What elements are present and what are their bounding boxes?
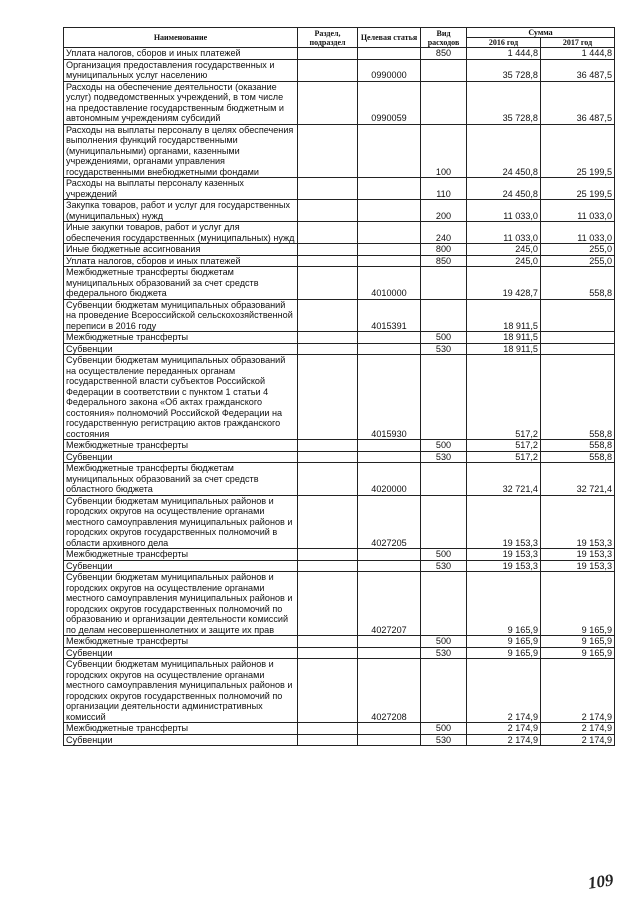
row-sum-2017: 255,0 [541,255,615,267]
row-sum-2017: 558,8 [541,451,615,463]
row-sum-2017: 32 721,4 [541,463,615,496]
row-sum-2016: 18 911,5 [467,332,541,344]
row-sum-2016: 9 165,9 [467,647,541,659]
row-sum-2016: 517,2 [467,451,541,463]
row-section [298,723,358,735]
header-sum: Сумма [467,28,615,38]
row-target [358,178,421,200]
row-sum-2016: 19 153,3 [467,560,541,572]
row-sum-2016: 517,2 [467,440,541,452]
row-kind: 110 [421,178,467,200]
row-sum-2016: 35 728,8 [467,59,541,81]
table-row [64,267,615,300]
row-sum-2016: 35 728,8 [467,81,541,124]
row-kind: 240 [421,222,467,244]
row-kind [421,572,467,636]
row-target [358,451,421,463]
row-name: Расходы на выплаты персоналу в целях обеспечения выполнения функций государственными (муниципальными) органами, казенными учреждениями, органами управления государственными внебюджетными фондами [64,124,298,178]
row-sum-2016: 18 911,5 [467,299,541,332]
table-header [64,28,615,48]
row-name: Межбюджетные трансферты [64,723,298,735]
row-section [298,178,358,200]
row-sum-2017 [541,343,615,355]
table-row [64,463,615,496]
row-target: 0990059 [358,81,421,124]
header-year-2016: 2016 год [467,38,541,48]
row-sum-2017: 11 033,0 [541,222,615,244]
header-name: Наименование [64,28,298,48]
row-section [298,48,358,60]
table-row [64,734,615,746]
row-target: 4015930 [358,355,421,440]
row-sum-2016: 18 911,5 [467,343,541,355]
table-row [64,200,615,222]
row-sum-2016: 19 153,3 [467,549,541,561]
row-sum-2016: 2 174,9 [467,659,541,723]
row-target: 4020000 [358,463,421,496]
table-row [64,549,615,561]
row-kind: 530 [421,734,467,746]
row-target: 4027208 [358,659,421,723]
row-section [298,549,358,561]
row-name: Субвенции бюджетам муниципальных образований на проведение Всероссийской сельскохозяйственной переписи в 2016 году [64,299,298,332]
row-section [298,451,358,463]
row-section [298,200,358,222]
row-kind [421,81,467,124]
table-row [64,560,615,572]
row-name: Расходы на выплаты персоналу казенных учреждений [64,178,298,200]
row-kind [421,299,467,332]
row-name: Межбюджетные трансферты бюджетам муниципальных образований за счет средств областного бюджета [64,463,298,496]
row-name: Организация предоставления государственных и муниципальных услуг населению [64,59,298,81]
row-name: Межбюджетные трансферты бюджетам муниципальных образований за счет средств федерального бюджета [64,267,298,300]
table-row [64,124,615,178]
table-row [64,572,615,636]
row-target [358,343,421,355]
row-name: Субвенции бюджетам муниципальных районов и городских округов на осуществление органами местного самоуправления муниципальных районов и городских округов государственных полномочий в области архивного дела [64,495,298,549]
row-kind: 850 [421,255,467,267]
row-kind: 530 [421,647,467,659]
table-row [64,495,615,549]
row-name: Субвенции бюджетам муниципальных образований на осуществление переданных органам государственной власти субъектов Российской Федерации в соответствии с пунктом 1 статьи 4 Федерального закона «Об актах гражданского состояния» полномочий Российской Федерации на государственную регистрацию актов гражданского состояния [64,355,298,440]
row-kind [421,659,467,723]
row-section [298,355,358,440]
row-name: Иные закупки товаров, работ и услуг для обеспечения государственных (муниципальных) нужд [64,222,298,244]
row-section [298,647,358,659]
row-target: 4027207 [358,572,421,636]
table-row [64,332,615,344]
table-row [64,451,615,463]
row-name: Субвенции [64,734,298,746]
row-target [358,48,421,60]
row-kind [421,355,467,440]
table-row [64,48,615,60]
row-name: Субвенции [64,560,298,572]
row-kind: 200 [421,200,467,222]
table-row [64,647,615,659]
row-kind: 530 [421,343,467,355]
row-sum-2016: 245,0 [467,244,541,256]
row-section [298,463,358,496]
row-target [358,647,421,659]
row-section [298,222,358,244]
row-target: 4015391 [358,299,421,332]
row-sum-2016: 245,0 [467,255,541,267]
row-kind: 500 [421,332,467,344]
row-target [358,124,421,178]
row-sum-2017: 9 165,9 [541,572,615,636]
row-sum-2017: 19 153,3 [541,560,615,572]
row-name: Межбюджетные трансферты [64,636,298,648]
row-target [358,560,421,572]
table-row [64,343,615,355]
row-kind: 800 [421,244,467,256]
row-section [298,343,358,355]
page-number: 109 [586,870,615,893]
row-name: Уплата налогов, сборов и иных платежей [64,48,298,60]
row-sum-2017: 2 174,9 [541,723,615,735]
row-sum-2017: 9 165,9 [541,647,615,659]
row-target [358,636,421,648]
row-section [298,659,358,723]
row-sum-2016: 24 450,8 [467,124,541,178]
row-sum-2017: 558,8 [541,267,615,300]
row-section [298,734,358,746]
row-section [298,332,358,344]
row-sum-2017: 558,8 [541,440,615,452]
row-sum-2016: 19 153,3 [467,495,541,549]
row-name: Уплата налогов, сборов и иных платежей [64,255,298,267]
row-section [298,267,358,300]
row-kind: 530 [421,560,467,572]
row-section [298,244,358,256]
table-row [64,255,615,267]
row-sum-2017: 255,0 [541,244,615,256]
row-sum-2017: 25 199,5 [541,178,615,200]
row-sum-2016: 24 450,8 [467,178,541,200]
row-section [298,440,358,452]
row-target [358,440,421,452]
row-target [358,332,421,344]
row-sum-2017: 2 174,9 [541,734,615,746]
row-kind [421,463,467,496]
row-sum-2017: 11 033,0 [541,200,615,222]
table-row [64,81,615,124]
row-sum-2016: 19 428,7 [467,267,541,300]
row-name: Субвенции [64,343,298,355]
row-section [298,560,358,572]
row-sum-2016: 2 174,9 [467,734,541,746]
row-sum-2017: 19 153,3 [541,495,615,549]
row-target [358,549,421,561]
table-row [64,723,615,735]
row-sum-2017: 36 487,5 [541,59,615,81]
row-sum-2017: 1 444,8 [541,48,615,60]
row-target [358,244,421,256]
table-row [64,659,615,723]
row-target: 4027205 [358,495,421,549]
table-row [64,299,615,332]
row-target [358,200,421,222]
row-kind: 500 [421,440,467,452]
row-kind: 530 [421,451,467,463]
budget-table [63,27,615,746]
row-section [298,255,358,267]
header-target: Целевая статья [358,28,421,48]
row-sum-2017 [541,332,615,344]
row-name: Закупка товаров, работ и услуг для государственных (муниципальных) нужд [64,200,298,222]
row-sum-2016: 11 033,0 [467,200,541,222]
row-kind [421,495,467,549]
row-sum-2017 [541,299,615,332]
row-target: 4010000 [358,267,421,300]
row-kind [421,59,467,81]
table-row [64,440,615,452]
table-row [64,178,615,200]
row-target [358,723,421,735]
row-kind: 500 [421,636,467,648]
row-sum-2017: 9 165,9 [541,636,615,648]
row-name: Расходы на обеспечение деятельности (оказание услуг) подведомственных учреждений, в том числе на предоставление государственным бюджетным и автономным учреждениям субсидий [64,81,298,124]
row-name: Субвенции бюджетам муниципальных районов и городских округов на осуществление органами местного самоуправления муниципальных районов и городских округов государственных полномочий по организации деятельности административных комиссий [64,659,298,723]
row-name: Иные бюджетные ассигнования [64,244,298,256]
row-sum-2017: 558,8 [541,355,615,440]
row-section [298,299,358,332]
row-sum-2017: 19 153,3 [541,549,615,561]
row-sum-2016: 9 165,9 [467,572,541,636]
row-sum-2016: 517,2 [467,355,541,440]
row-kind: 500 [421,549,467,561]
row-name: Субвенции [64,647,298,659]
table-row [64,244,615,256]
row-target: 0990000 [358,59,421,81]
row-section [298,59,358,81]
row-kind: 100 [421,124,467,178]
row-section [298,495,358,549]
row-section [298,636,358,648]
row-kind: 850 [421,48,467,60]
row-sum-2017: 25 199,5 [541,124,615,178]
table-row [64,59,615,81]
row-name: Межбюджетные трансферты [64,549,298,561]
row-sum-2016: 9 165,9 [467,636,541,648]
row-sum-2017: 36 487,5 [541,81,615,124]
row-section [298,572,358,636]
row-section [298,81,358,124]
row-name: Межбюджетные трансферты [64,332,298,344]
row-section [298,124,358,178]
table-row [64,636,615,648]
row-sum-2017: 2 174,9 [541,659,615,723]
row-kind [421,267,467,300]
table-row [64,222,615,244]
row-target [358,222,421,244]
row-sum-2016: 32 721,4 [467,463,541,496]
row-sum-2016: 2 174,9 [467,723,541,735]
row-name: Межбюджетные трансферты [64,440,298,452]
row-sum-2016: 11 033,0 [467,222,541,244]
header-section: Раздел, подраздел [298,28,358,48]
row-target [358,255,421,267]
row-sum-2016: 1 444,8 [467,48,541,60]
row-name: Субвенции [64,451,298,463]
row-target [358,734,421,746]
row-name: Субвенции бюджетам муниципальных районов и городских округов на осуществление органами местного самоуправления муниципальных районов и городских округов государственных полномочий по образованию и организации деятельности комиссий по делам несовершеннолетних и защите их прав [64,572,298,636]
table-row [64,355,615,440]
row-kind: 500 [421,723,467,735]
header-year-2017: 2017 год [541,38,615,48]
header-kind: Вид расходов [421,28,467,48]
table-body [64,48,615,746]
